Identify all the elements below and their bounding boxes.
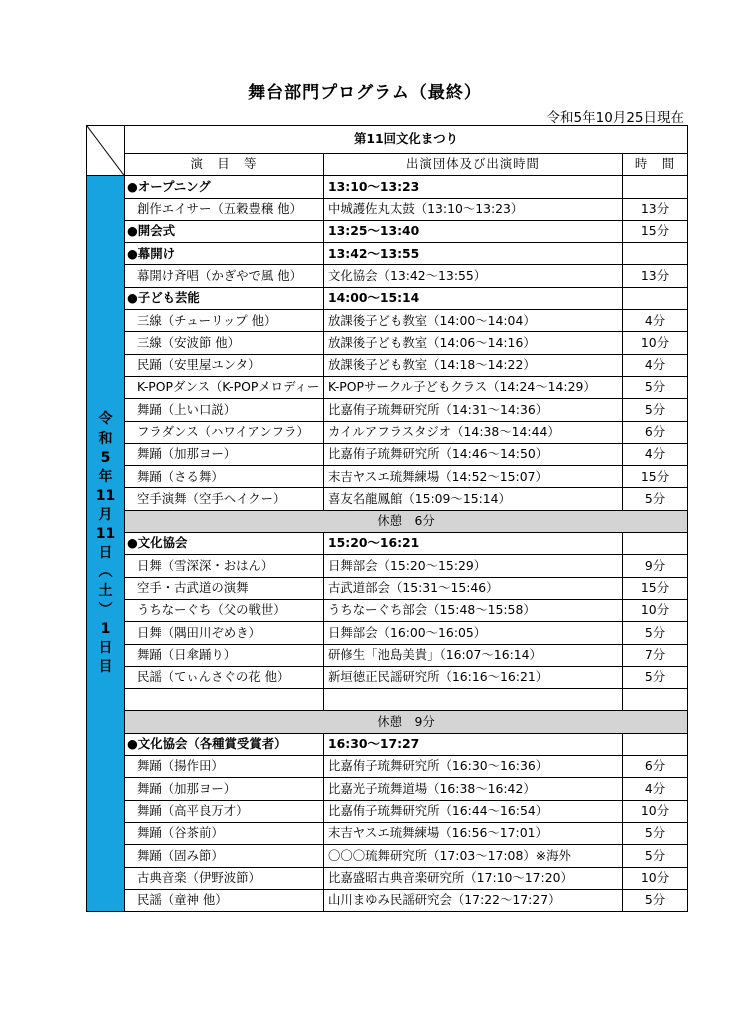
performer-time: 放課後子ども教室（14:00～14:04） <box>324 310 623 332</box>
performer-time: カイルアフラスタジオ（14:38～14:44） <box>324 421 623 443</box>
program-row <box>87 845 688 867</box>
side-label-char: 11 <box>95 525 116 542</box>
program-name: 三線（チューリップ 他） <box>125 310 324 332</box>
performer-time: 放課後子ども教室（14:18～14:22） <box>324 354 623 376</box>
program-name: ●子ども芸能 <box>125 287 324 309</box>
duration: 15分 <box>623 466 688 488</box>
program-row <box>87 822 688 844</box>
program-row <box>87 332 688 354</box>
side-label-char: 月 <box>98 506 113 523</box>
program-row <box>87 488 688 510</box>
program-name: 古典音楽（伊野波節） <box>125 867 324 889</box>
duration <box>623 243 688 265</box>
section-row <box>87 243 688 265</box>
diagonal-corner-cell <box>87 126 125 176</box>
performer-time: 16:30～17:27 <box>324 733 623 755</box>
program-name: 民謡（てぃんさぐの花 他） <box>125 666 324 688</box>
program-row <box>87 198 688 220</box>
program-row <box>87 666 688 688</box>
festival-header-row <box>87 126 688 154</box>
program-name: 舞踊（高平良万才） <box>125 800 324 822</box>
program-name: K-POPダンス（K-POPメロディー <box>125 376 324 398</box>
performer-time: 古武道部会（15:31～15:46） <box>324 577 623 599</box>
col-header-program: 演 目 等 <box>125 154 324 176</box>
duration: 13分 <box>623 265 688 287</box>
program-name: 舞踊（さる舞） <box>125 466 324 488</box>
program-row <box>87 889 688 911</box>
duration: 6分 <box>623 421 688 443</box>
break-row <box>87 711 688 733</box>
duration <box>623 533 688 555</box>
program-row <box>87 622 688 644</box>
program-row <box>87 310 688 332</box>
program-row <box>87 599 688 621</box>
program-name: 創作エイサー（五穀豊穣 他） <box>125 198 324 220</box>
duration: 9分 <box>623 555 688 577</box>
performer-time: 日舞部会（15:20～15:29） <box>324 555 623 577</box>
duration: 5分 <box>623 822 688 844</box>
duration: 4分 <box>623 354 688 376</box>
section-row <box>87 533 688 555</box>
duration: 4分 <box>623 778 688 800</box>
side-label-char: 年 <box>98 468 113 485</box>
side-label-char: 11 <box>95 487 116 504</box>
duration: 6分 <box>623 756 688 778</box>
program-table <box>86 125 688 912</box>
program-name: 舞踊（加那ヨー） <box>125 778 324 800</box>
program-name: 舞踊（日傘踊り） <box>125 644 324 666</box>
festival-title: 第11回文化まつり <box>125 126 688 154</box>
performer-time: 日舞部会（16:00～16:05） <box>324 622 623 644</box>
duration: 5分 <box>623 666 688 688</box>
duration: 5分 <box>623 845 688 867</box>
program-name: うちなーぐち（父の戦世） <box>125 599 324 621</box>
performer-time: K-POPサークル子どもクラス（14:24～14:29） <box>324 376 623 398</box>
duration: 15分 <box>623 577 688 599</box>
section-row <box>87 287 688 309</box>
duration: 10分 <box>623 599 688 621</box>
performer-time: 研修生「池島美貴」（16:07～16:14） <box>324 644 623 666</box>
duration: 5分 <box>623 399 688 421</box>
program-name: ●文化協会（各種賞受賞者） <box>125 733 324 755</box>
program-row <box>87 399 688 421</box>
break-row <box>87 510 688 532</box>
event-date-side-label <box>87 176 125 912</box>
program-name: ●開会式 <box>125 220 324 242</box>
section-row <box>87 733 688 755</box>
as-of-date: 令和5年10月25日現在 <box>546 110 684 126</box>
program-name: 日舞（雪深深・おはん） <box>125 555 324 577</box>
duration: 10分 <box>623 867 688 889</box>
performer-time: 比嘉侑子琉舞研究所（16:30～16:36） <box>324 756 623 778</box>
side-label-char: 令 <box>98 411 113 428</box>
program-row <box>87 354 688 376</box>
program-row <box>87 756 688 778</box>
duration: 13分 <box>623 198 688 220</box>
performer-time: 比嘉侑子琉舞研究所（14:31～14:36） <box>324 399 623 421</box>
program-name: 舞踊（固み節） <box>125 845 324 867</box>
program-row <box>87 265 688 287</box>
performer-time: 13:25～13:40 <box>324 220 623 242</box>
duration <box>623 689 688 711</box>
performer-time: 新垣徳正民謡研究所（16:16～16:21） <box>324 666 623 688</box>
diagonal-line <box>87 126 124 175</box>
duration: 4分 <box>623 310 688 332</box>
performer-time: 比嘉侑子琉舞研究所（14:46～14:50） <box>324 443 623 465</box>
break-label: 休憩 9分 <box>125 711 688 733</box>
performer-time <box>324 689 623 711</box>
performer-time: 放課後子ども教室（14:06～14:16） <box>324 332 623 354</box>
duration <box>623 287 688 309</box>
performer-time: 14:00～15:14 <box>324 287 623 309</box>
program-row <box>87 466 688 488</box>
program-row <box>87 421 688 443</box>
section-row <box>87 220 688 242</box>
duration <box>623 176 688 198</box>
performer-time: 比嘉盛昭古典音楽研究所（17:10～17:20） <box>324 867 623 889</box>
duration: 5分 <box>623 488 688 510</box>
performer-time: うちなーぐち部会（15:48～15:58） <box>324 599 623 621</box>
program-name: 日舞（隅田川ぞめき） <box>125 622 324 644</box>
vertical-date-text <box>87 410 124 676</box>
program-name: フラダンス（ハワイアンフラ） <box>125 421 324 443</box>
performer-time: 末吉ヤスエ琉舞練場（16:56～17:01） <box>324 822 623 844</box>
program-name: 舞踊（加那ヨー） <box>125 443 324 465</box>
program-name: 幕開け斉唱（かぎやで風 他） <box>125 265 324 287</box>
program-row <box>87 778 688 800</box>
program-name: ●オープニング <box>125 176 324 198</box>
program-name: 三線（安波節 他） <box>125 332 324 354</box>
program-row <box>87 577 688 599</box>
program-name: 舞踊（揚作田） <box>125 756 324 778</box>
program-name: 民踊（安里屋ユンタ） <box>125 354 324 376</box>
program-row <box>87 867 688 889</box>
duration <box>623 733 688 755</box>
performer-time: 喜友名龍鳳館（15:09～15:14） <box>324 488 623 510</box>
performer-time: 末吉ヤスエ琉舞練場（14:52～15:07） <box>324 466 623 488</box>
performer-time: 15:20～16:21 <box>324 533 623 555</box>
column-header-row <box>87 154 688 176</box>
program-name: ●文化協会 <box>125 533 324 555</box>
program-name: 空手演舞（空手ヘイクー） <box>125 488 324 510</box>
side-label-char: 日 <box>98 544 113 561</box>
duration: 10分 <box>623 800 688 822</box>
performer-time: 〇〇〇琉舞研究所（17:03～17:08）※海外 <box>324 845 623 867</box>
duration: 5分 <box>623 376 688 398</box>
section-row <box>87 176 688 198</box>
program-name <box>125 689 324 711</box>
side-label-char: 土 <box>98 582 113 599</box>
performer-time: 13:10～13:23 <box>324 176 623 198</box>
program-name: 舞踊（谷茶前） <box>125 822 324 844</box>
program-name: ●幕開け <box>125 243 324 265</box>
performer-time: 文化協会（13:42～13:55） <box>324 265 623 287</box>
duration: 5分 <box>623 622 688 644</box>
performer-time: 山川まゆみ民謡研究会（17:22～17:27） <box>324 889 623 911</box>
side-label-char: 5 <box>100 449 111 466</box>
performer-time: 13:42～13:55 <box>324 243 623 265</box>
blank-row <box>87 689 688 711</box>
side-label-char: ︶ <box>98 601 113 618</box>
program-name: 民謡（童神 他） <box>125 889 324 911</box>
program-row <box>87 376 688 398</box>
program-row <box>87 555 688 577</box>
page-title: 舞台部門プログラム（最終） <box>248 83 482 103</box>
duration: 5分 <box>623 889 688 911</box>
performer-time: 中城護佐丸太鼓（13:10～13:23） <box>324 198 623 220</box>
program-row <box>87 644 688 666</box>
duration: 7分 <box>623 644 688 666</box>
duration: 15分 <box>623 220 688 242</box>
side-label-char: 和 <box>98 430 113 447</box>
performer-time: 比嘉光子琉舞道場（16:38～16:42） <box>324 778 623 800</box>
side-label-char: 目 <box>98 658 113 675</box>
duration: 4分 <box>623 443 688 465</box>
side-label-char: 1 <box>100 620 111 637</box>
program-name: 舞踊（上い口説） <box>125 399 324 421</box>
program-name: 空手・古武道の演舞 <box>125 577 324 599</box>
break-label: 休憩 6分 <box>125 510 688 532</box>
side-label-char: ︵ <box>98 563 113 580</box>
col-header-duration: 時 間 <box>623 154 688 176</box>
duration: 10分 <box>623 332 688 354</box>
program-row <box>87 800 688 822</box>
side-label-char: 日 <box>98 639 113 656</box>
performer-time: 比嘉侑子琉舞研究所（16:44～16:54） <box>324 800 623 822</box>
col-header-performer: 出演団体及び出演時間 <box>324 154 623 176</box>
program-row <box>87 443 688 465</box>
